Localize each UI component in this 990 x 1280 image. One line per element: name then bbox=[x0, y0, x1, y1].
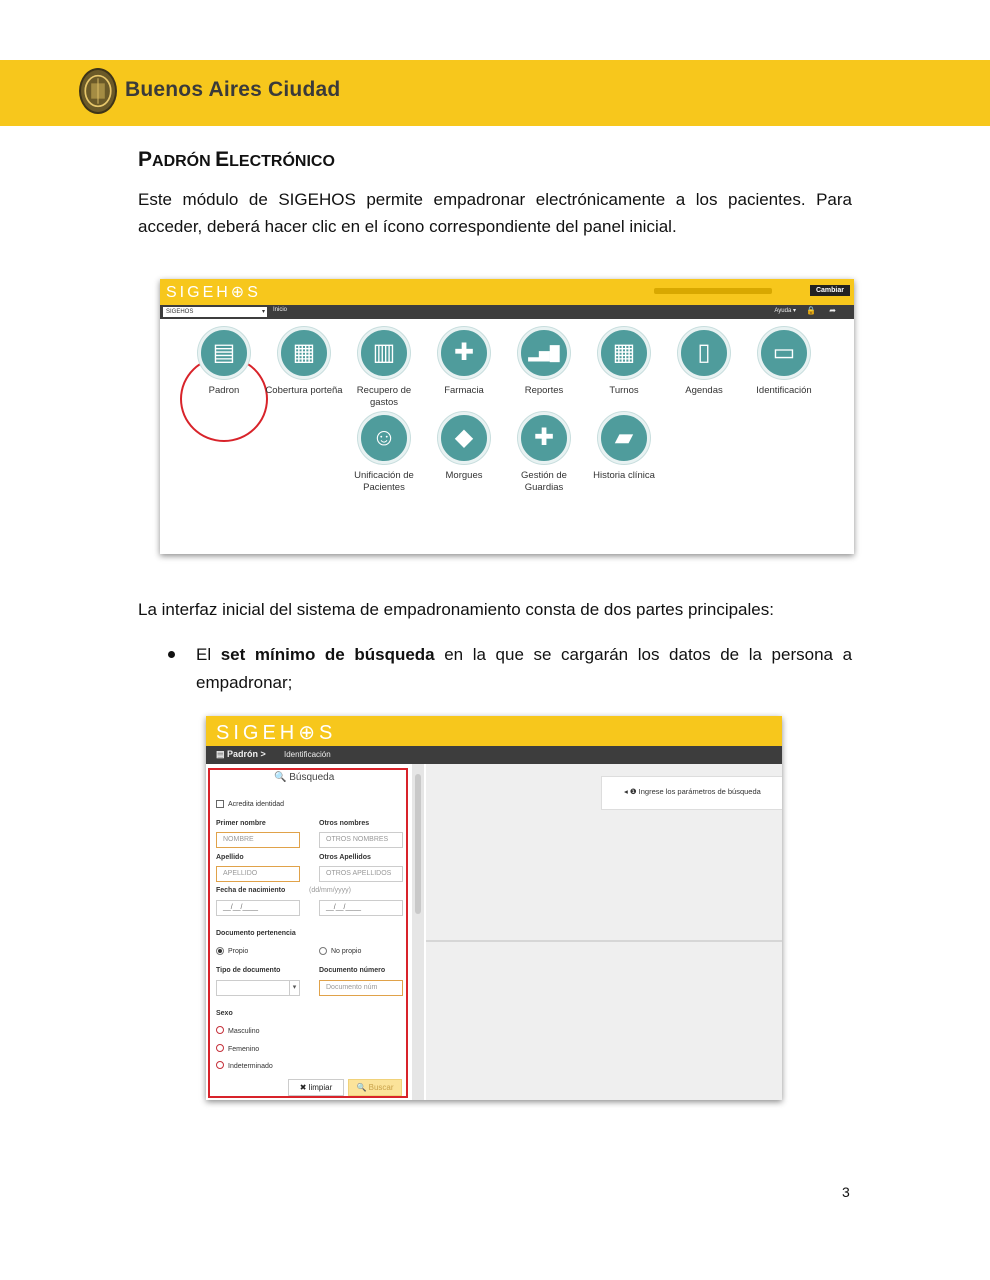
bullet-bold: set mínimo de búsqueda bbox=[220, 645, 435, 664]
apellido-label: Apellido bbox=[216, 854, 244, 861]
acredita-label: Acredita identidad bbox=[228, 801, 285, 808]
search-title: 🔍 Búsqueda bbox=[274, 772, 335, 783]
padron-search-screenshot bbox=[206, 716, 782, 1100]
module-tile[interactable] bbox=[504, 327, 584, 397]
module-tile[interactable] bbox=[424, 412, 504, 482]
module-tile-label: Cobertura porteña bbox=[265, 385, 343, 396]
tipo-doc-label: Tipo de documento bbox=[216, 967, 281, 974]
module-tile[interactable] bbox=[264, 327, 344, 397]
panel-divider[interactable] bbox=[426, 940, 782, 942]
module-tile[interactable] bbox=[584, 412, 664, 482]
calculator-icon: ▥ bbox=[358, 327, 410, 379]
header-banner bbox=[0, 60, 990, 126]
cross-icon: ✚ bbox=[438, 327, 490, 379]
bullet-post: en la que se cargarán los datos de la persona a empadronar; bbox=[196, 645, 853, 692]
ayuda-menu[interactable]: Ayuda ▾ bbox=[774, 308, 796, 314]
module-tile-label: Padron bbox=[208, 385, 240, 396]
otros-nombres-label: Otros nombres bbox=[319, 820, 370, 827]
buscar-button[interactable]: 🔍 Buscar bbox=[348, 1079, 402, 1096]
lock-icon[interactable]: 🔒 bbox=[806, 306, 816, 315]
module-tile-label: Turnos bbox=[609, 385, 639, 396]
sigehos-logo: SIGEH⊕S bbox=[216, 722, 337, 744]
module-tile-label: Unificación de Pacientes bbox=[354, 470, 414, 493]
propio-radio[interactable] bbox=[216, 947, 224, 955]
module-tile-label: Gestión de Guardias bbox=[521, 470, 567, 493]
notebook-icon: ▯ bbox=[678, 327, 730, 379]
breadcrumb-padron[interactable]: ▤ Padrón > bbox=[216, 749, 266, 759]
city-seal-logo bbox=[79, 68, 117, 114]
page-number: 3 bbox=[842, 1184, 850, 1200]
acredita-checkbox[interactable] bbox=[216, 800, 224, 808]
module-tile[interactable] bbox=[584, 327, 664, 397]
module-tile-label: Farmacia bbox=[444, 385, 484, 396]
app-header bbox=[160, 279, 854, 305]
results-area bbox=[426, 764, 782, 1100]
module-tile-label: Reportes bbox=[524, 385, 564, 396]
interface-paragraph: La interfaz inicial del sistema de empadronamiento consta de dos partes principales: bbox=[138, 600, 774, 619]
module-tile-label: Identificación bbox=[756, 385, 812, 396]
app-toolbar bbox=[160, 305, 854, 319]
bullet-pre: El bbox=[196, 645, 221, 664]
masculino-radio[interactable] bbox=[216, 1026, 224, 1034]
bullet-dot bbox=[168, 651, 175, 658]
search-panel bbox=[208, 768, 408, 1098]
module-tile-label: Morgues bbox=[445, 470, 483, 481]
bar-chart-icon: ▂▅█ bbox=[518, 327, 570, 379]
apellido-input[interactable]: APELLIDO bbox=[216, 866, 300, 882]
hospital-icon: ✚ bbox=[518, 412, 570, 464]
badge-icon: ▭ bbox=[758, 327, 810, 379]
org-name: Buenos Aires Ciudad bbox=[125, 78, 341, 101]
folder-plus-icon: ▰ bbox=[598, 412, 650, 464]
sigehos-logo: SIGEH⊕S bbox=[166, 284, 261, 301]
femenino-label: Femenino bbox=[228, 1046, 260, 1053]
sexo-label: Sexo bbox=[216, 1010, 233, 1017]
id-card-icon: ▤ bbox=[198, 327, 250, 379]
share-icon[interactable]: ➦ bbox=[829, 306, 836, 315]
calendar-icon: ▦ bbox=[598, 327, 650, 379]
search-hint: ◂ ❶ Ingrese los parámetros de búsqueda bbox=[601, 776, 782, 810]
fecha-label: Fecha de nacimiento bbox=[216, 887, 286, 894]
propio-label: Propio bbox=[228, 948, 249, 955]
femenino-radio[interactable] bbox=[216, 1044, 224, 1052]
title-rest-1: ADRÓN bbox=[152, 153, 216, 170]
title-rest-2: LECTRÓNICO bbox=[229, 153, 335, 170]
intro-paragraph: Este módulo de SIGEHOS permite empadronar electrónicamente a los pacientes. Para acceder, deberá hacer clic en el ícono correspondiente del panel inicial. bbox=[138, 190, 852, 236]
module-tile-label: Agendas bbox=[685, 385, 723, 396]
breadcrumb-inicio[interactable]: Inicio bbox=[273, 307, 288, 313]
no-propio-label: No propio bbox=[331, 948, 362, 955]
module-tile[interactable] bbox=[344, 327, 424, 409]
fecha-input-2[interactable]: __/__/____ bbox=[319, 900, 403, 916]
app-header bbox=[206, 716, 782, 746]
map-icon: ▦ bbox=[278, 327, 330, 379]
doc-num-input[interactable]: Documento núm bbox=[319, 980, 403, 996]
module-grid bbox=[160, 319, 854, 554]
module-tile[interactable] bbox=[184, 327, 264, 397]
nombre-input[interactable]: NOMBRE bbox=[216, 832, 300, 848]
module-tile-label: Historia clínica bbox=[593, 470, 655, 481]
otros-nombres-input[interactable]: OTROS NOMBRES bbox=[319, 832, 403, 848]
panel-scrollbar[interactable] bbox=[412, 764, 424, 1100]
module-tile[interactable] bbox=[744, 327, 824, 397]
indeterminado-radio[interactable] bbox=[216, 1061, 224, 1069]
user-search-icon: ☺ bbox=[358, 412, 410, 464]
title-cap-1: P bbox=[138, 148, 153, 171]
doc-num-label: Documento número bbox=[319, 967, 386, 974]
no-propio-radio[interactable] bbox=[319, 947, 327, 955]
module-tile[interactable] bbox=[344, 412, 424, 494]
module-tile[interactable] bbox=[504, 412, 584, 494]
fecha-format: (dd/mm/yyyy) bbox=[309, 887, 351, 894]
primer-nombre-label: Primer nombre bbox=[216, 820, 266, 827]
fecha-input-1[interactable]: __/__/____ bbox=[216, 900, 300, 916]
user-info-redacted bbox=[654, 288, 772, 294]
chevron-down-icon: ▾ bbox=[289, 981, 299, 995]
bullet-item bbox=[168, 641, 852, 697]
breadcrumb-identificacion[interactable]: Identificación bbox=[284, 750, 331, 759]
doc-pertenencia-label: Documento pertenencia bbox=[216, 930, 296, 937]
module-select[interactable]: SIGEHOS ▾ bbox=[163, 307, 267, 317]
limpiar-button[interactable]: ✖ limpiar bbox=[288, 1079, 344, 1096]
tipo-doc-select[interactable] bbox=[216, 980, 300, 996]
otros-apellidos-label: Otros Apellidos bbox=[319, 854, 371, 861]
title-cap-2: E bbox=[215, 148, 230, 171]
module-tile[interactable] bbox=[664, 327, 744, 397]
module-tile-label: Recupero de gastos bbox=[356, 385, 412, 408]
module-tile[interactable] bbox=[424, 327, 504, 397]
otros-apellidos-input[interactable]: OTROS APELLIDOS bbox=[319, 866, 403, 882]
breadcrumb-bar bbox=[206, 746, 782, 764]
sigehos-home-screenshot bbox=[160, 279, 854, 554]
search-icon: 🔍 bbox=[274, 772, 287, 783]
masculino-label: Masculino bbox=[228, 1028, 260, 1035]
section-title bbox=[138, 148, 852, 172]
indeterminado-label: Indeterminado bbox=[228, 1063, 273, 1070]
cambiar-button[interactable]: Cambiar bbox=[810, 285, 850, 296]
tag-icon: ◆ bbox=[438, 412, 490, 464]
